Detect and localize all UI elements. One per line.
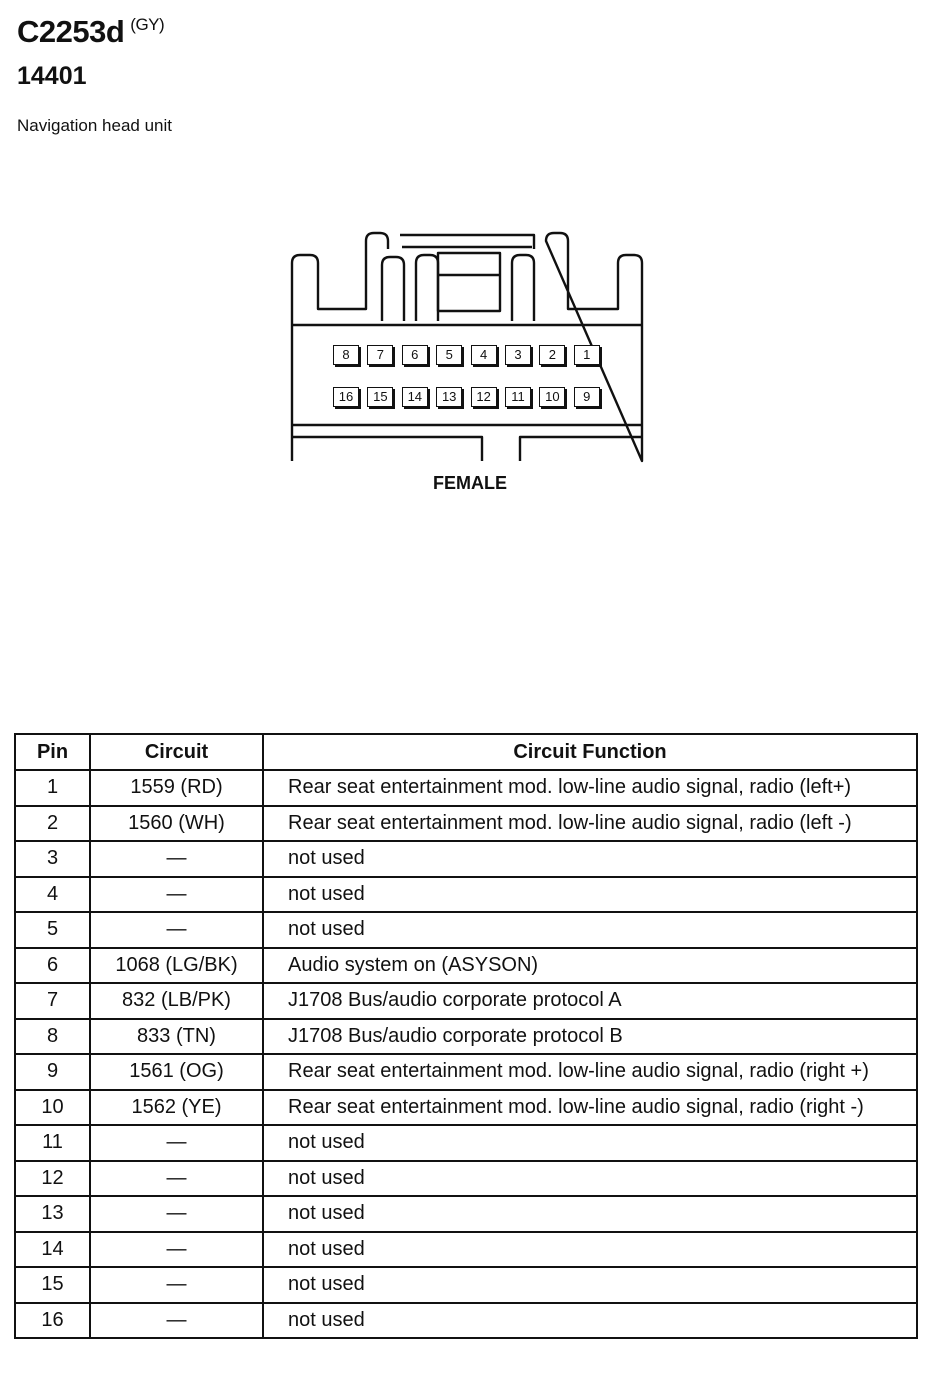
- function-cell: not used: [263, 841, 917, 877]
- pinout-row: [15, 770, 917, 806]
- circuit-cell: —: [90, 841, 263, 877]
- pinout-row: [15, 983, 917, 1019]
- pin-cavity-10: 10: [539, 387, 565, 407]
- pinout-row: [15, 1267, 917, 1303]
- pinout-row: [15, 1196, 917, 1232]
- pin-cell: 7: [15, 983, 90, 1019]
- pinout-row: [15, 1090, 917, 1126]
- pinout-row: [15, 1303, 917, 1339]
- function-column-header: Circuit Function: [263, 734, 917, 770]
- function-cell: not used: [263, 1232, 917, 1268]
- pin-cavity-13: 13: [436, 387, 462, 407]
- pinout-row: [15, 806, 917, 842]
- circuit-cell: 832 (LB/PK): [90, 983, 263, 1019]
- pin-cell: 16: [15, 1303, 90, 1339]
- pin-cell: 8: [15, 1019, 90, 1055]
- pin-cavity-3: 3: [505, 345, 531, 365]
- function-cell: Rear seat entertainment mod. low-line audio signal, radio (right -): [263, 1090, 917, 1126]
- circuit-cell: 833 (TN): [90, 1019, 263, 1055]
- function-cell: Rear seat entertainment mod. low-line audio signal, radio (left+): [263, 770, 917, 806]
- pinout-row: [15, 877, 917, 913]
- circuit-cell: —: [90, 877, 263, 913]
- pin-cell: 2: [15, 806, 90, 842]
- function-cell: Audio system on (ASYSON): [263, 948, 917, 984]
- function-cell: not used: [263, 1161, 917, 1197]
- circuit-cell: —: [90, 1161, 263, 1197]
- pin-cell: 12: [15, 1161, 90, 1197]
- pin-cell: 5: [15, 912, 90, 948]
- pin-cavity-11: 11: [505, 387, 531, 407]
- pin-cavity-16: 16: [333, 387, 359, 407]
- connector-title: [17, 14, 164, 50]
- circuit-cell: 1559 (RD): [90, 770, 263, 806]
- circuit-cell: —: [90, 1303, 263, 1339]
- pinout-table: [14, 733, 918, 1339]
- pinout-row: [15, 912, 917, 948]
- pinout-row: [15, 841, 917, 877]
- function-cell: not used: [263, 877, 917, 913]
- pin-cavity-2: 2: [539, 345, 565, 365]
- pin-cell: 1: [15, 770, 90, 806]
- circuit-cell: —: [90, 1125, 263, 1161]
- pin-cell: 13: [15, 1196, 90, 1232]
- circuit-cell: 1560 (WH): [90, 806, 263, 842]
- function-cell: Rear seat entertainment mod. low-line audio signal, radio (left -): [263, 806, 917, 842]
- pin-cell: 9: [15, 1054, 90, 1090]
- pin-cavity-7: 7: [367, 345, 393, 365]
- pin-cavity-9: 9: [574, 387, 600, 407]
- pin-cell: 15: [15, 1267, 90, 1303]
- pin-column-header: Pin: [15, 734, 90, 770]
- pinout-row: [15, 1054, 917, 1090]
- circuit-cell: —: [90, 912, 263, 948]
- circuit-cell: 1561 (OG): [90, 1054, 263, 1090]
- pinout-row: [15, 1232, 917, 1268]
- pin-cell: 14: [15, 1232, 90, 1268]
- connector-color: (GY): [130, 15, 165, 34]
- pin-cavity-6: 6: [402, 345, 428, 365]
- circuit-cell: —: [90, 1196, 263, 1232]
- function-cell: J1708 Bus/audio corporate protocol B: [263, 1019, 917, 1055]
- pin-cell: 3: [15, 841, 90, 877]
- function-cell: not used: [263, 1196, 917, 1232]
- pin-cavity-14: 14: [402, 387, 428, 407]
- component-description: Navigation head unit: [17, 116, 173, 135]
- pin-cell: 4: [15, 877, 90, 913]
- pin-cavity-5: 5: [436, 345, 462, 365]
- pin-cell: 11: [15, 1125, 90, 1161]
- circuit-column-header: Circuit: [90, 734, 263, 770]
- connector-gender-label: FEMALE: [433, 473, 507, 493]
- pin-cavity-15: 15: [367, 387, 393, 407]
- function-cell: not used: [263, 912, 917, 948]
- pinout-row: [15, 948, 917, 984]
- pin-cavity-1: 1: [574, 345, 600, 365]
- function-cell: Rear seat entertainment mod. low-line audio signal, radio (right +): [263, 1054, 917, 1090]
- function-cell: not used: [263, 1303, 917, 1339]
- pinout-row: [15, 1161, 917, 1197]
- pinout-row: [15, 1125, 917, 1161]
- circuit-cell: —: [90, 1267, 263, 1303]
- pin-cavity-12: 12: [471, 387, 497, 407]
- part-number: 14401: [17, 62, 87, 90]
- pinout-header-row: [15, 734, 917, 770]
- circuit-cell: 1068 (LG/BK): [90, 948, 263, 984]
- function-cell: J1708 Bus/audio corporate protocol A: [263, 983, 917, 1019]
- pin-cell: 10: [15, 1090, 90, 1126]
- function-cell: not used: [263, 1125, 917, 1161]
- connector-diagram: [282, 225, 652, 475]
- function-cell: not used: [263, 1267, 917, 1303]
- circuit-cell: 1562 (YE): [90, 1090, 263, 1126]
- circuit-cell: —: [90, 1232, 263, 1268]
- pin-cavity-8: 8: [333, 345, 359, 365]
- pin-cavity-4: 4: [471, 345, 497, 365]
- pinout-row: [15, 1019, 917, 1055]
- connector-id: C2253d: [17, 14, 125, 49]
- pin-cell: 6: [15, 948, 90, 984]
